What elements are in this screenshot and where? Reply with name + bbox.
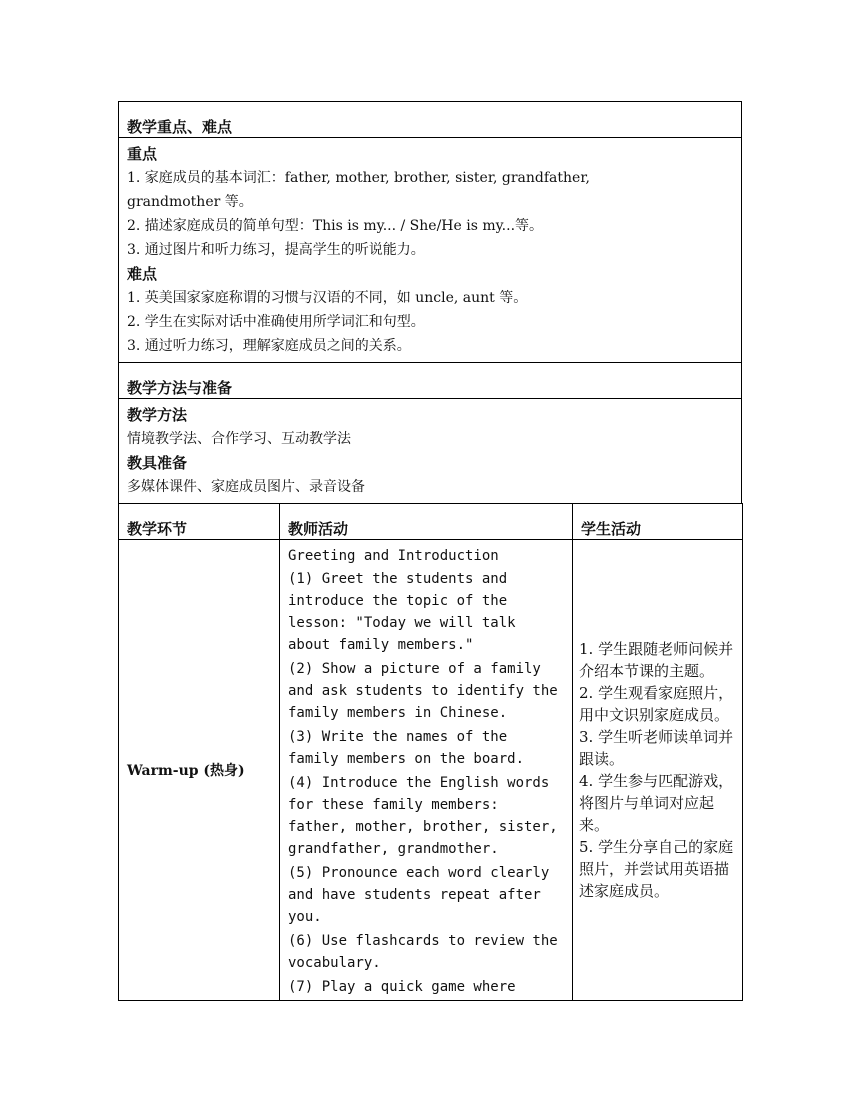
teacher-activity-title: Greeting and Introduction (288, 548, 499, 564)
lesson-plan-page (118, 101, 742, 1001)
header-student: 学生活动 (573, 504, 743, 540)
teacher-activity-item: (4) Introduce the English words for these family members: father, mother, brother, sister, grandfather, grandmother. (288, 775, 558, 857)
focus-item: grandmother 等。 (127, 194, 253, 210)
student-activity-cell (573, 540, 743, 1001)
student-activity-item: 4. 学生参与匹配游戏，将图片与单词对应起来。 (579, 772, 734, 834)
header-stage: 教学环节 (119, 504, 280, 540)
teacher-activity-item: (5) Pronounce each word clearly and have students repeat after you. (288, 865, 550, 925)
difficulty-item: 3. 通过听力练习，理解家庭成员之间的关系。 (127, 338, 411, 354)
methods-heading: 教学方法与准备 (119, 363, 742, 399)
tools-text: 多媒体课件、家庭成员图片、录音设备 (127, 479, 365, 495)
difficulty-title: 难点 (127, 265, 158, 283)
teacher-activity-item: (3) Write the names of the family members on the board. (288, 729, 525, 767)
method-text: 情境教学法、合作学习、互动教学法 (127, 431, 351, 447)
focus-item: 1. 家庭成员的基本词汇：father, mother, brother, sister, grandfather, (127, 170, 590, 186)
focus-item: 3. 通过图片和听力练习，提高学生的听说能力。 (127, 242, 425, 258)
teacher-activity-cell (280, 540, 573, 1001)
focus-title: 重点 (127, 145, 158, 163)
teacher-activity-item: (6) Use flashcards to review the vocabulary. (288, 933, 558, 971)
student-activity-item: 2. 学生观看家庭照片，用中文识别家庭成员。 (579, 684, 734, 724)
student-activity-item: 3. 学生听老师读单词并跟读。 (579, 728, 734, 768)
key-points-heading: 教学重点、难点 (119, 102, 742, 138)
tools-title: 教具准备 (127, 454, 188, 472)
methods-body (119, 399, 742, 504)
teacher-activity-item: (1) Greet the students and introduce the topic of the lesson: "Today we will talk about family members." (288, 571, 516, 653)
focus-item: 2. 描述家庭成员的简单句型：This is my... / She/He is my...等。 (127, 218, 544, 234)
key-points-body (119, 138, 742, 363)
teacher-activity-item: (2) Show a picture of a family and ask students to identify the family members in Chinese. (288, 661, 558, 721)
method-title: 教学方法 (127, 406, 188, 424)
header-teacher: 教师活动 (280, 504, 573, 540)
key-points-table (118, 101, 742, 504)
process-table (118, 503, 743, 1001)
difficulty-item: 2. 学生在实际对话中准确使用所学词汇和句型。 (127, 314, 425, 330)
student-activity-item: 5. 学生分享自己的家庭照片，并尝试用英语描述家庭成员。 (579, 838, 734, 900)
student-activity-item: 1. 学生跟随老师问候并介绍本节课的主题。 (579, 640, 734, 680)
teacher-activity-item: (7) Play a quick game where (288, 979, 516, 995)
difficulty-item: 1. 英美国家家庭称谓的习惯与汉语的不同，如 uncle, aunt 等。 (127, 290, 528, 306)
stage-cell: Warm-up (热身) (119, 540, 280, 1001)
